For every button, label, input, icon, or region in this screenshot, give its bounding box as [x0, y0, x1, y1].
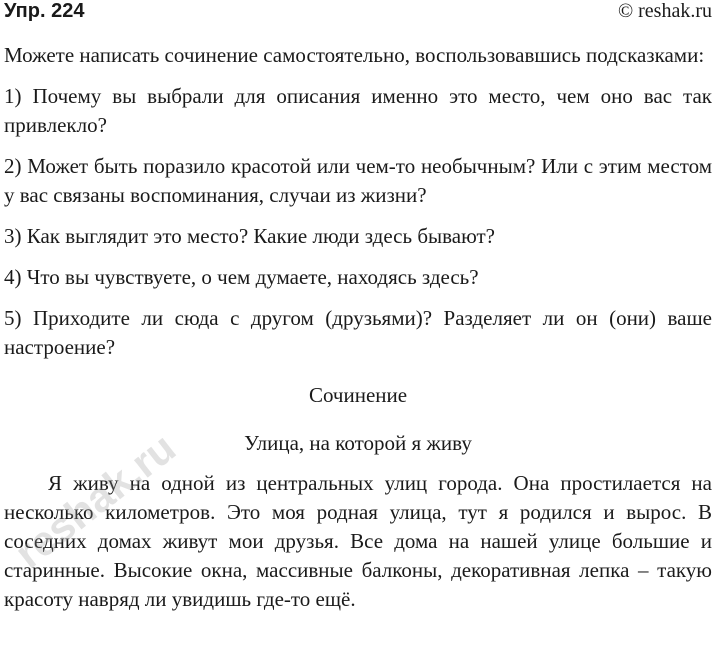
document-page: [4, 0, 712, 614]
prompt-item: 2) Может быть поразило красотой или чем-то необычным? Или с этим местом у вас связаны воспоминания, случаи из жизни?: [4, 154, 712, 207]
copyright-notice: © reshak.ru: [617, 0, 712, 22]
header: [4, 0, 712, 34]
essay-title: Улица, на которой я живу: [244, 431, 472, 455]
exercise-title: Упр. 224: [4, 0, 85, 22]
prompt-item: 4) Что вы чувствуете, о чем думаете, находясь здесь?: [4, 265, 479, 289]
essay-label: Сочинение: [308, 383, 408, 407]
intro-paragraph: Можете написать сочинение самостоятельно, воспользовавшись подсказками:: [4, 43, 705, 67]
prompt-item: 1) Почему вы выбрали для описания именно это место, чем оно вас так привлекло?: [4, 84, 712, 137]
prompt-item: 5) Приходите ли сюда с другом (друзьями)? Разделяет ли он (они) ваше настроение?: [4, 306, 712, 359]
essay-body: Я живу на одной из центральных улиц города. Она простилается на несколько километров. Это моя родная улица, тут я родился и вырос. В соседних домах живут мои друзья. Все дома на нашей улице большие и старинные. Высокие окна, массивные балконы, декоративная лепка – такую красоту навряд ли увидишь где-то ещё.: [4, 471, 712, 611]
prompt-list: [4, 82, 712, 362]
prompt-item: 3) Как выглядит это место? Какие люди здесь бывают?: [4, 224, 495, 248]
watermark-logo: reshak.ru: [6, 423, 184, 578]
